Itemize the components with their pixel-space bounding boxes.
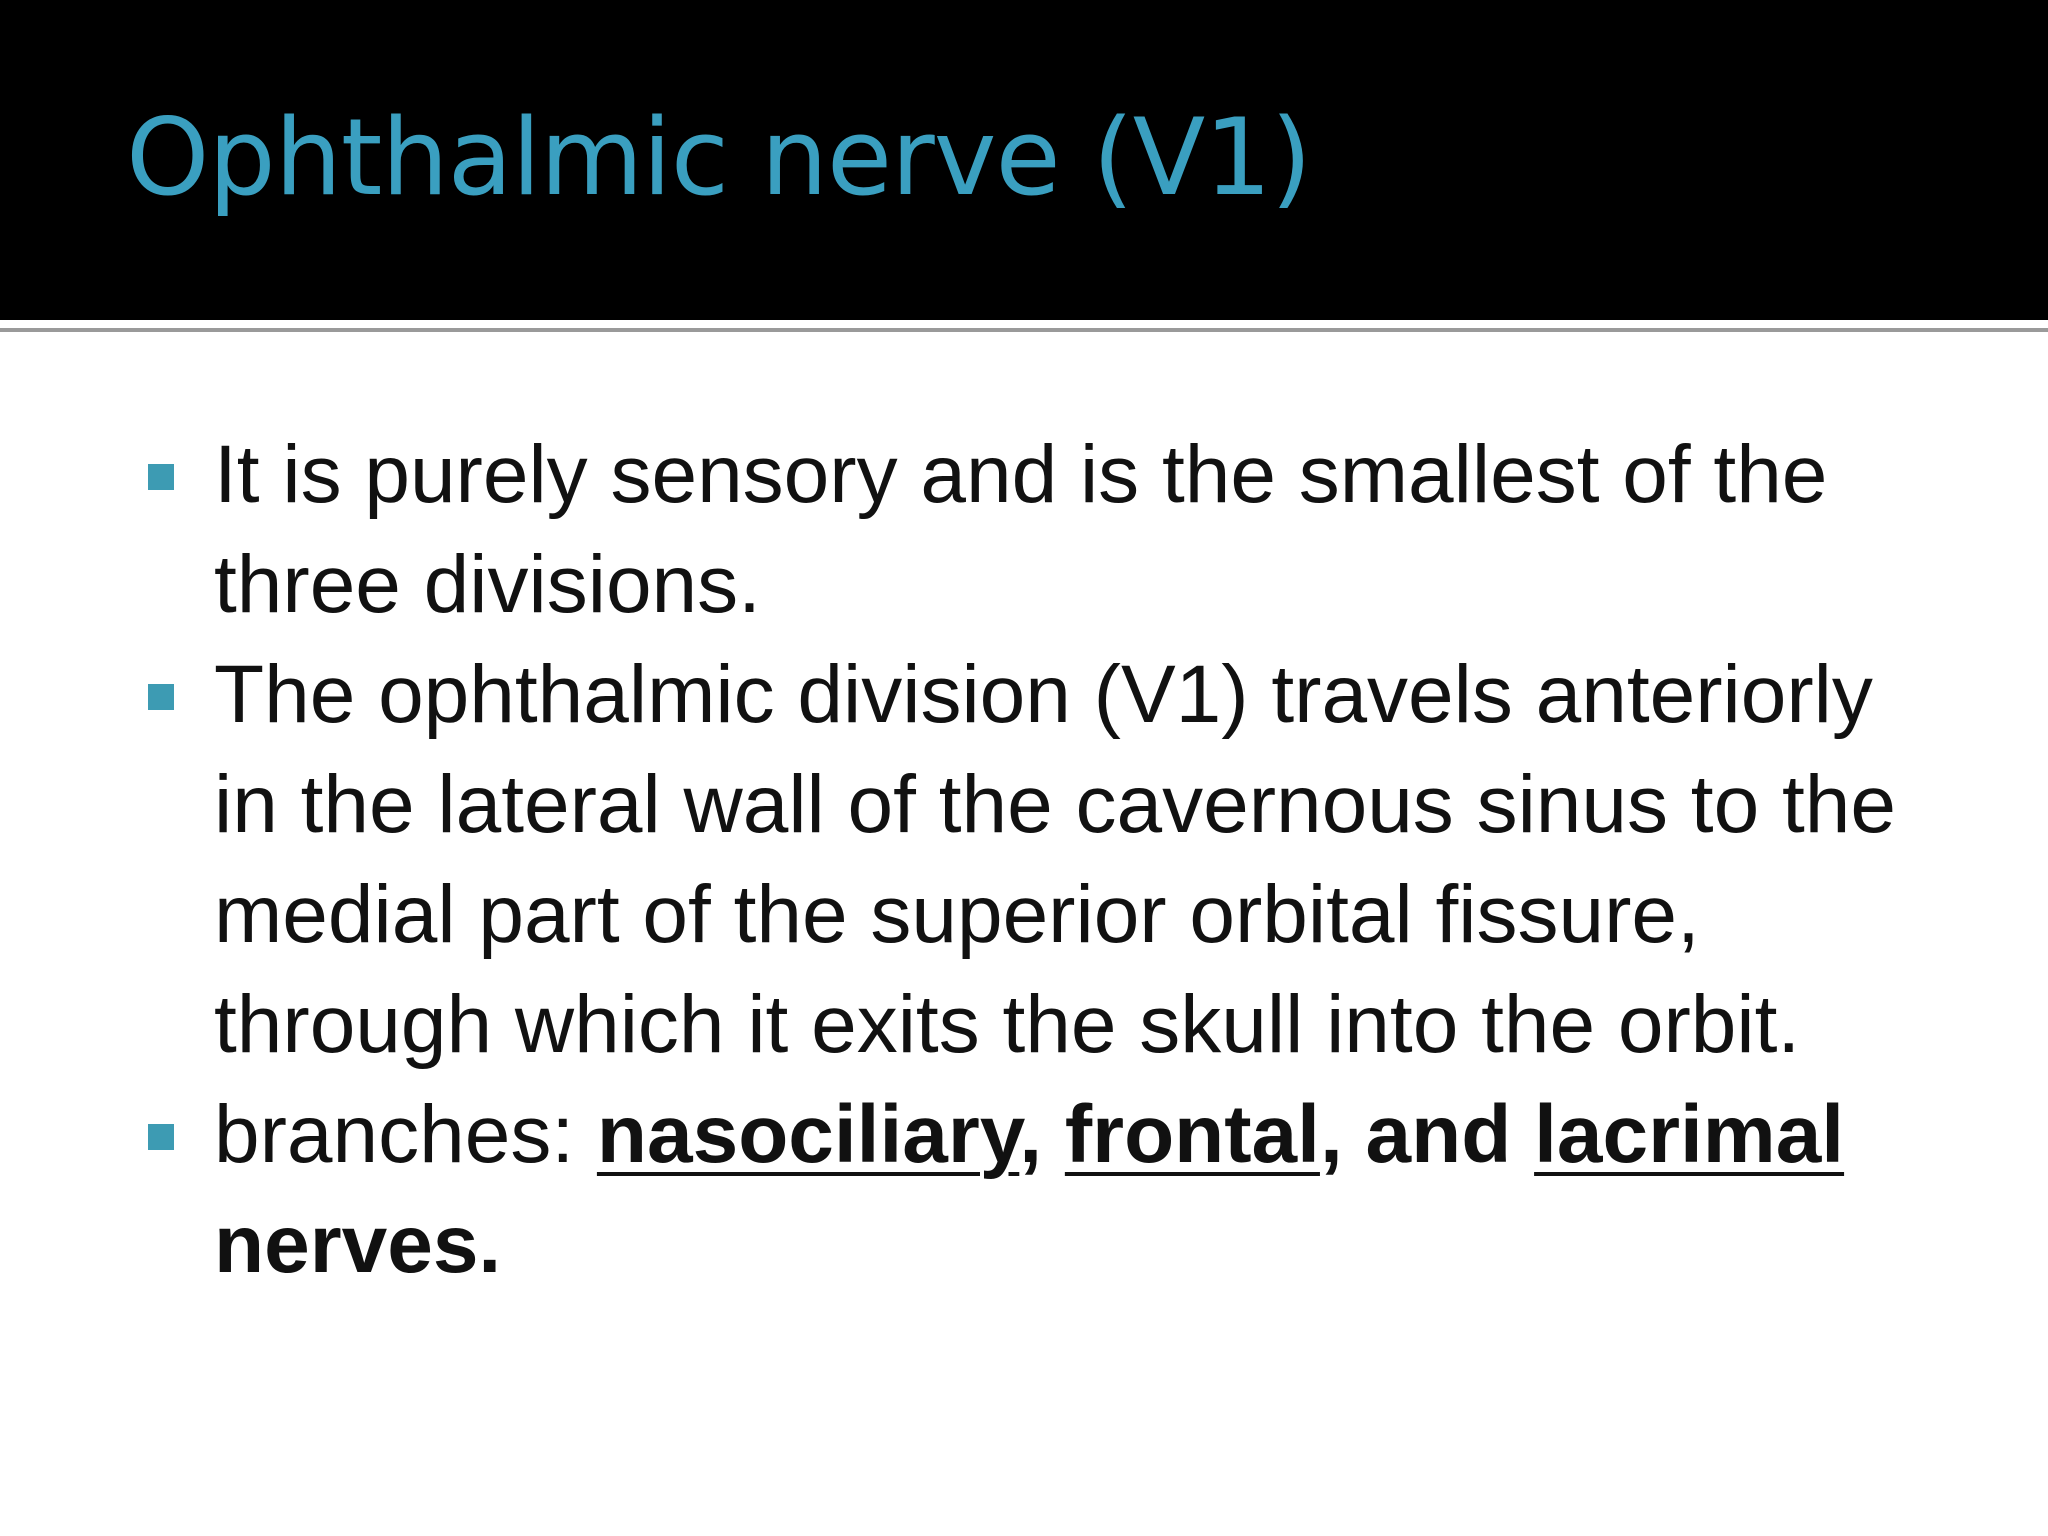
square-bullet-icon bbox=[148, 464, 174, 490]
square-bullet-icon bbox=[148, 1124, 174, 1150]
title-divider bbox=[0, 328, 2048, 332]
branch-separator: , bbox=[1019, 1089, 1065, 1180]
bullet-item bbox=[148, 640, 1948, 1080]
bullet-text: The ophthalmic division (V1) travels anteriorly in the lateral wall of the cavernous sinus to the medial part of the superior orbital fissure, through which it exits the skull into the orbit. bbox=[214, 649, 1896, 1070]
bullet-prefix: branches: bbox=[214, 1089, 597, 1180]
bullet-item bbox=[148, 1080, 1948, 1300]
bullet-list bbox=[148, 420, 1948, 1300]
title-bar bbox=[0, 0, 2048, 320]
bullet-text: It is purely sensory and is the smallest of the three divisions. bbox=[214, 429, 1828, 630]
square-bullet-icon bbox=[148, 684, 174, 710]
branch-lacrimal: lacrimal bbox=[1534, 1089, 1845, 1180]
bullet-suffix: nerves. bbox=[214, 1199, 502, 1290]
branch-frontal: frontal bbox=[1064, 1089, 1320, 1180]
bullet-item bbox=[148, 420, 1948, 640]
branch-nasociliary: nasociliary bbox=[596, 1089, 1020, 1180]
slide-title: Ophthalmic nerve (V1) bbox=[126, 96, 1312, 219]
branch-separator: , and bbox=[1319, 1089, 1535, 1180]
